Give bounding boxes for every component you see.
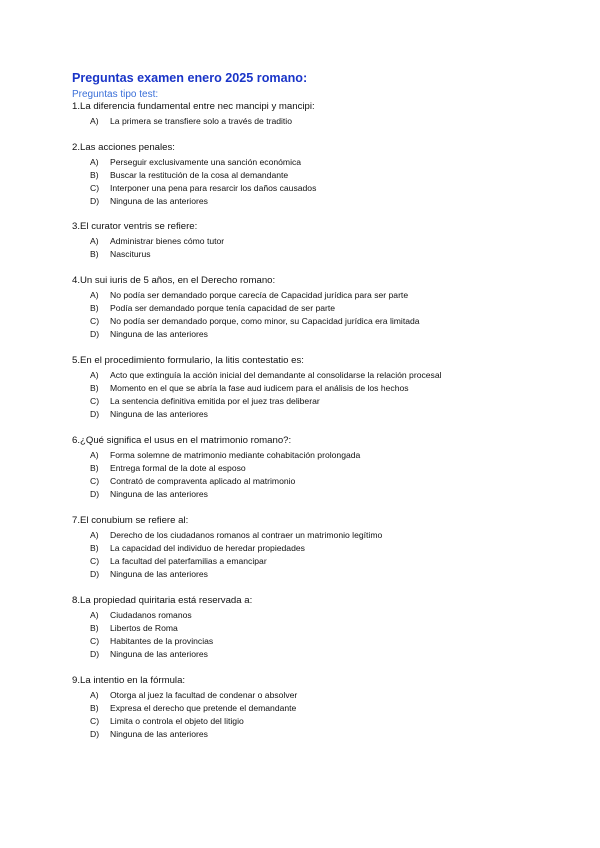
option-letter: D) [90,729,100,740]
answer-option [72,609,572,622]
option-text: La capacidad del individuo de heredar propiedades [110,542,305,553]
answer-option [72,728,572,741]
answer-option [72,622,572,635]
question-block [72,355,572,422]
option-text: No podía ser demandado porque carecía de Capacidad jurídica para ser parte [110,289,409,300]
answer-option [72,182,572,195]
answer-option [72,635,572,648]
answer-option [72,449,572,462]
question-text: 6.¿Qué significa el usus en el matrimonio romano?: [72,435,292,446]
option-text: La primera se transfiere solo a través de traditio [110,115,292,126]
question-block [72,142,572,209]
option-list [72,289,572,342]
answer-option [72,475,572,488]
option-letter: C) [90,476,100,487]
option-text: Buscar la restitución de la cosa al demandante [110,169,289,180]
option-letter: B) [90,382,99,393]
answer-option [72,382,572,395]
question-block [72,101,572,128]
option-list [72,115,572,128]
option-text: Contrató de compraventa aplicado al matrimonio [110,476,296,487]
option-list [72,235,572,262]
option-letter: D) [90,649,100,660]
option-letter: A) [90,449,99,460]
option-text: Expresa el derecho que pretende el demandante [110,702,297,713]
option-letter: D) [90,329,100,340]
option-text: Podía ser demandado porque tenía capacidad de ser parte [110,302,336,313]
option-letter: A) [90,689,99,700]
option-text: Ninguna de las anteriores [110,196,208,207]
answer-option [72,408,572,421]
option-letter: B) [90,169,99,180]
option-letter: B) [90,702,99,713]
answer-option [72,542,572,555]
option-text: La sentencia definitiva emitida por el juez tras deliberar [110,396,320,407]
question-block [72,221,572,261]
option-text: Otorga al juez la facultad de condenar o absolver [110,689,298,700]
question-text: 5.En el procedimiento formulario, la litis contestatio es: [72,355,304,366]
answer-option [72,235,572,248]
option-list [72,156,572,209]
question-block [72,275,572,342]
section-subtitle: Preguntas tipo test: [72,89,159,100]
option-letter: B) [90,542,99,553]
option-text: Perseguir exclusivamente una sanción económica [110,156,302,167]
question-block [72,675,572,742]
option-letter: C) [90,636,100,647]
option-list [72,609,572,662]
option-text: Limita o controla el objeto del litigio [110,716,244,727]
option-letter: D) [90,489,100,500]
question-text: 3.El curator ventris se refiere: [72,221,198,232]
option-letter: B) [90,302,99,313]
option-letter: C) [90,183,100,194]
option-list [72,529,572,582]
option-text: No podía ser demandado porque, como minor, su Capacidad jurídica era limitada [110,316,420,327]
option-text: Ninguna de las anteriores [110,489,208,500]
question-text: 7.El conubium se refiere al: [72,515,189,526]
answer-option [72,328,572,341]
option-text: Forma solemne de matrimonio mediante cohabitación prolongada [110,449,361,460]
answer-option [72,689,572,702]
option-text: Habitantes de la provincias [110,636,214,647]
answer-option [72,369,572,382]
option-letter: A) [90,529,99,540]
option-letter: B) [90,462,99,473]
question-text: 1.La diferencia fundamental entre nec mancipi y mancipi: [72,101,315,112]
answer-option [72,395,572,408]
option-list [72,689,572,742]
question-text: 4.Un sui iuris de 5 años, en el Derecho romano: [72,275,276,286]
answer-option [72,115,572,128]
question-block [72,435,572,502]
option-text: Nasciturus [110,248,151,259]
option-letter: B) [90,622,99,633]
option-letter: A) [90,235,99,246]
option-list [72,449,572,502]
option-text: Acto que extinguía la acción inicial del demandante al consolidarse la relación procesal [110,369,442,380]
answer-option [72,195,572,208]
option-text: Ninguna de las anteriores [110,569,208,580]
option-text: Administrar bienes cómo tutor [110,235,225,246]
question-block [72,595,572,662]
option-text: Entrega formal de la dote al esposo [110,462,246,473]
option-text: Ninguna de las anteriores [110,649,208,660]
option-list [72,369,572,422]
option-text: Libertos de Roma [110,622,178,633]
option-letter: C) [90,316,100,327]
option-letter: A) [90,156,99,167]
answer-option [72,568,572,581]
answer-option [72,648,572,661]
option-text: Momento en el que se abría la fase aud iudicem para el análisis de los hechos [110,382,409,393]
answer-option [72,715,572,728]
option-text: La facultad del paterfamilias a emancipar [110,556,267,567]
answer-option [72,488,572,501]
option-letter: C) [90,556,100,567]
question-text: 9.La intentio en la fórmula: [72,675,186,686]
answer-option [72,529,572,542]
answer-option [72,315,572,328]
option-letter: A) [90,289,99,300]
document-title: Preguntas examen enero 2025 romano: [72,71,308,85]
question-text: 2.Las acciones penales: [72,142,175,153]
option-text: Derecho de los ciudadanos romanos al contraer un matrimonio legítimo [110,529,383,540]
question-block [72,515,572,582]
answer-option [72,302,572,315]
answer-option [72,462,572,475]
answer-option [72,248,572,261]
option-letter: D) [90,196,100,207]
option-letter: D) [90,569,100,580]
option-text: Ninguna de las anteriores [110,409,208,420]
answer-option [72,555,572,568]
option-letter: D) [90,409,100,420]
option-letter: B) [90,248,99,259]
answer-option [72,702,572,715]
answer-option [72,289,572,302]
question-text: 8.La propiedad quiritaria está reservada a: [72,595,253,606]
answer-option [72,156,572,169]
option-text: Ninguna de las anteriores [110,329,208,340]
option-letter: C) [90,716,100,727]
answer-option [72,169,572,182]
option-text: Ciudadanos romanos [110,609,192,620]
option-letter: C) [90,396,100,407]
option-text: Interponer una pena para resarcir los daños causados [110,183,317,194]
option-text: Ninguna de las anteriores [110,729,208,740]
option-letter: A) [90,115,99,126]
option-letter: A) [90,369,99,380]
option-letter: A) [90,609,99,620]
